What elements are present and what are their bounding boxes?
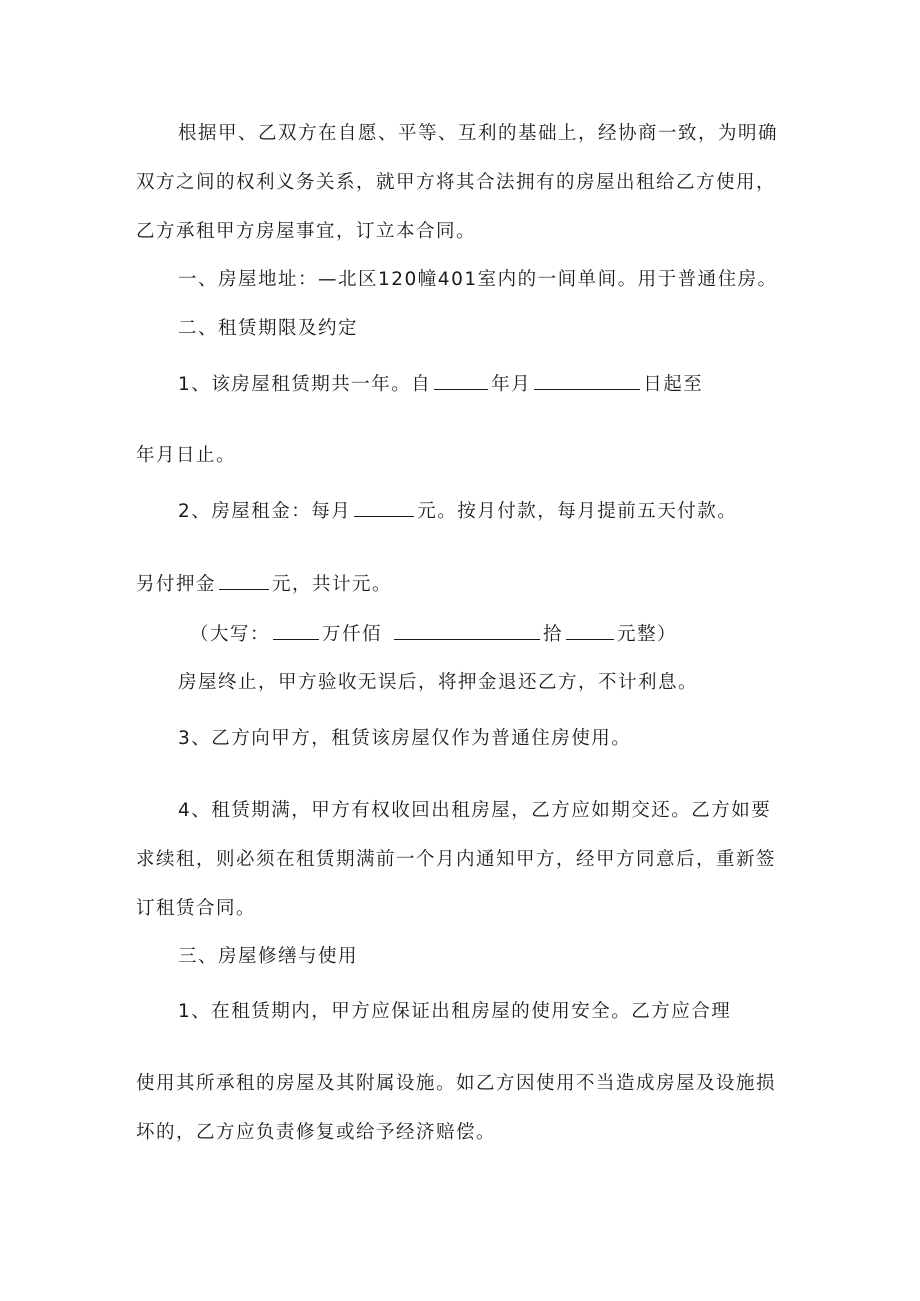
- clause-2-1-text-c: 日起至: [643, 374, 704, 395]
- capital-text-c: 拾: [543, 624, 564, 645]
- clause-2-3: 3、乙方向甲方，租赁该房屋仅作为普通住房使用。: [178, 728, 632, 749]
- clause-2-2-deposit-return: 房屋终止，甲方验收无误后，将押金退还乙方，不计利息。: [178, 672, 699, 693]
- blank-monthly-rent: [354, 498, 414, 517]
- clause-3-1-line-2: 使用其所承租的房屋及其附属设施。如乙方因使用不当造成房屋及设施损: [136, 1073, 777, 1094]
- blank-wan: [273, 621, 319, 640]
- clause-2-1-line-1: [178, 371, 703, 398]
- blank-bai: [394, 621, 540, 640]
- clause-2-4-line-3: 订租赁合同。: [136, 898, 257, 919]
- clause-2-1-line-2: 年月日止。: [136, 445, 237, 466]
- clause-2-2-line-2: [136, 571, 392, 598]
- blank-start-month-day: [534, 371, 640, 390]
- blank-deposit: [219, 571, 269, 590]
- section-3-heading: 三、房屋修缮与使用: [178, 946, 359, 967]
- clause-3-1-line-1: 1、在租赁期内，甲方应保证出租房屋的使用安全。乙方应合理: [178, 1001, 732, 1022]
- clause-2-2-capital-amount: [190, 621, 677, 648]
- capital-text-a: （大写：: [190, 624, 271, 645]
- intro-line-2: 双方之间的权利义务关系，就甲方将其合法拥有的房屋出租给乙方使用，: [136, 172, 777, 193]
- clause-2-4-line-1: 4、租赁期满，甲方有权收回出租房屋，乙方应如期交还。乙方如要: [178, 800, 772, 821]
- clause-3-1-line-3: 坏的，乙方应负责修复或给予经济赔偿。: [136, 1122, 497, 1143]
- capital-text-d: 元整）: [617, 624, 678, 645]
- section-2-heading: 二、租赁期限及约定: [178, 318, 359, 339]
- clause-2-1-text-b: 年月: [491, 374, 532, 395]
- blank-start-year: [434, 371, 488, 390]
- clause-2-2-text-a: 2、房屋租金：每月: [178, 501, 352, 522]
- clause-2-1-text-a: 1、该房屋租赁期共一年。自: [178, 374, 432, 395]
- section-1-address: 一、房屋地址：—北区120幢401室内的一间单间。用于普通住房。: [178, 269, 778, 290]
- clause-2-2-text-d: 元，共计元。: [272, 574, 393, 595]
- clause-2-2-line-1: [178, 498, 737, 525]
- intro-line-1: 根据甲、乙双方在自愿、平等、互利的基础上，经协商一致，为明确: [178, 123, 779, 144]
- blank-shi: [566, 621, 614, 640]
- intro-line-3: 乙方承租甲方房屋事宜，订立本合同。: [136, 221, 477, 242]
- clause-2-2-text-c: 另付押金: [136, 574, 217, 595]
- clause-2-4-line-2: 求续租，则必须在租赁期满前一个月内通知甲方，经甲方同意后，重新签: [136, 849, 777, 870]
- capital-text-b: 万仟佰: [322, 624, 383, 645]
- clause-2-2-text-b: 元。按月付款，每月提前五天付款。: [417, 501, 738, 522]
